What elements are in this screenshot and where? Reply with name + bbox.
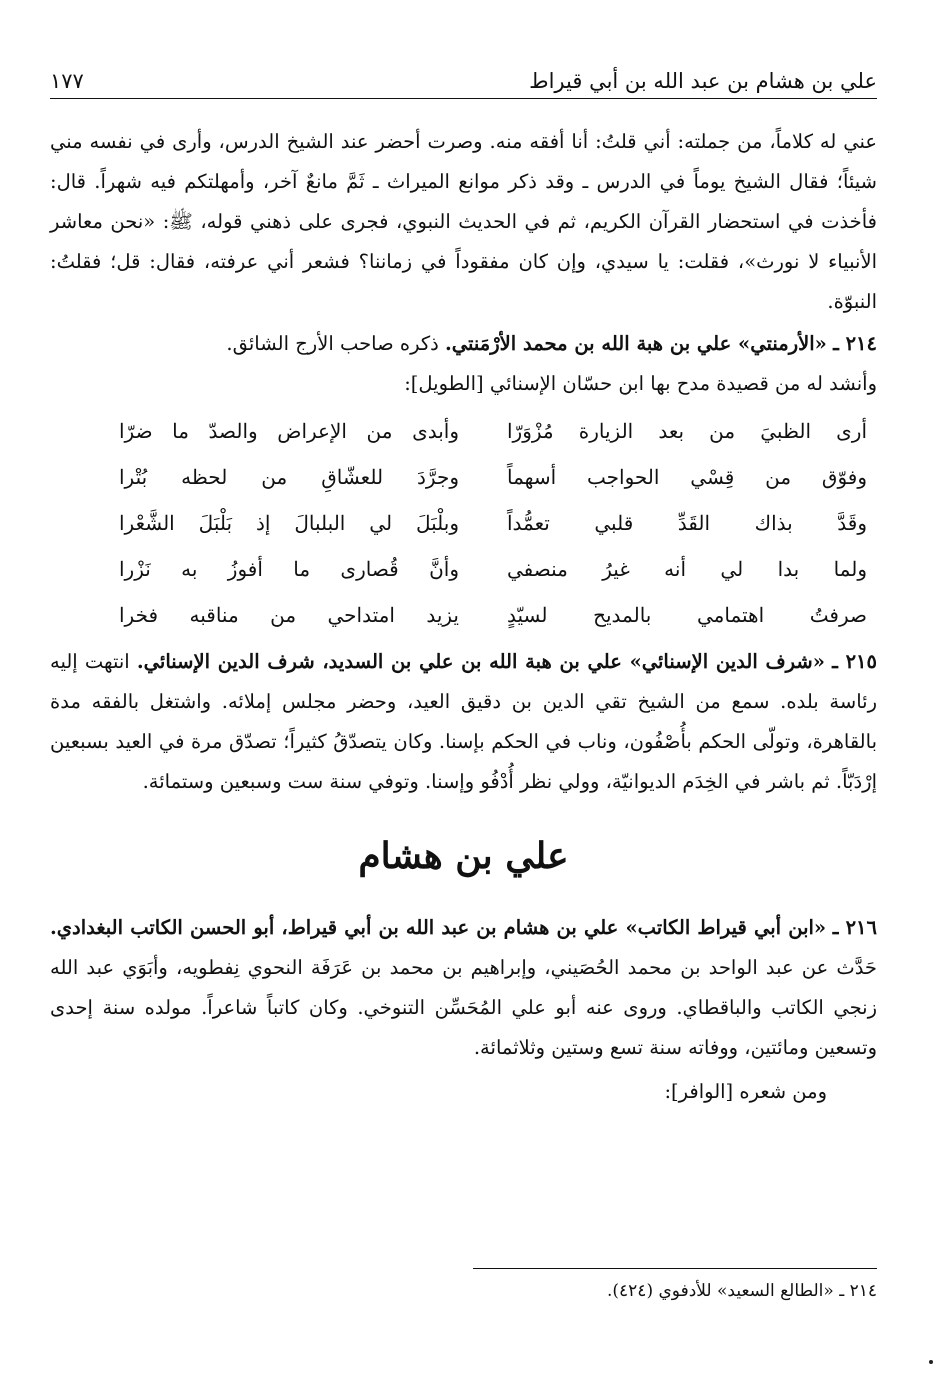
entry-number: ٢١٥ ـ	[832, 650, 877, 673]
entry-216	[50, 908, 877, 1068]
verse-first-hemistich: وقَدَّ بذاك القَدِّ قلبي تعمُّداً	[507, 511, 867, 535]
entry-number: ٢١٦ ـ	[832, 916, 877, 939]
poem-verse	[50, 500, 877, 546]
header-divider	[50, 98, 877, 99]
verse-first-hemistich: ولما بدا لي أنه غيرُ منصفي	[507, 557, 867, 581]
paragraph-line: عني له كلاماً، من جملته: أني قلتُ: أنا أفقه منه. وصرت أحضر عند الشيخ الدرس، وأرى	[172, 130, 878, 153]
entry-title: «ابن أبي قيراط الكاتب» علي بن هشام بن عبد الله بن أبي قيراط، أبو الحسن الكاتب البغدادي.	[50, 916, 827, 939]
entry-214-poem-intro: وأنشد له من قصيدة مدح بها ابن حسّان الإسنائي [الطويل]:	[404, 372, 877, 395]
verse-first-hemistich: صرفتُ اهتمامي بالمديح لسيّدٍ	[507, 603, 867, 627]
poem-intro: ومن شعره [الوافر]:	[664, 1080, 827, 1103]
entry-text: حَدَّث عن عبد الواحد بن محمد الحُصَيني، وإبراهيم بن محمد بن عَرَفَة النحوي نِفطويه، وأبَوَي عبد الله زنجي الكاتب والباقطاي. وروى عنه أبو علي المُحَسِّن التنوخي. وكان كاتباً شاعراً. مولده سنة إحدى وتسعين ومائتين، ووفاته سنة تسع وستين وثلاثمائة.	[50, 956, 877, 1059]
continuation-paragraph	[50, 122, 877, 322]
verse-first-hemistich: أرى الظبيَ من بعد الزيارة مُزْوَرّا	[507, 419, 867, 443]
verse-second-hemistich: يزيد امتداحي من مناقبه فخرا	[119, 603, 459, 627]
poem-verse	[50, 454, 877, 500]
verse-second-hemistich: وأنَّ قُصارى ما أفوزُ به نَزْرا	[119, 557, 459, 581]
poem-verse	[50, 408, 877, 454]
paragraph-line: مفقوداً في زماننا؟ فشعر أني عرفته، فقال: قل؛ فقلتُ: النبوّة.	[50, 250, 877, 313]
poem-verse	[50, 546, 877, 592]
poem-verse	[50, 592, 877, 638]
running-title: علي بن هشام بن عبد الله بن أبي قيراط	[529, 69, 877, 93]
entry-215	[50, 642, 877, 802]
verse-second-hemistich: وجرَّدَ للعشّاقِ من لحظه بُتْرا	[119, 465, 459, 489]
entry-title: «شرف الدين الإسنائي» علي بن هبة الله بن علي بن السديد، شرف الدين الإسنائي.	[136, 650, 825, 673]
section-title: علي بن هشام	[358, 835, 569, 877]
paragraph-line: في نفسه مني شيئاً؛ فقال الشيخ يوماً في الدرس ـ وقد ذكر موانع الميراث ـ ثَمَّ مانعٌ آخر،	[50, 130, 877, 193]
running-header	[50, 52, 877, 96]
verse-second-hemistich: وبلْبَلَ لي البلبالَ إذ بَلْبَلَ الشَّعْرا	[119, 511, 459, 535]
page-body	[50, 122, 877, 1112]
footnote-divider	[473, 1268, 877, 1269]
footnote	[607, 1276, 877, 1306]
paragraph-line: فجرى على ذهني قوله، ﷺ: «نحن معاشر الأنبياء لا نورث»، فقلت: يا سيدي، وإن كان	[50, 210, 877, 273]
entry-title: «الأرمنتي» علي بن هبة الله بن محمد الأرْمَنتي.	[445, 332, 827, 355]
paragraph-line: وأمهلتكم فيه شهراً. قال: فأخذت في استحضار القرآن الكريم، ثم في الحديث النبوي،	[50, 170, 877, 233]
footnote-text: «الطالع السعيد» للأدفوي (٤٢٤).	[607, 1281, 834, 1301]
verse-second-hemistich: وأبدى من الإعراض والصدّ ما ضرّا	[119, 419, 459, 443]
page-number: ١٧٧	[50, 69, 84, 93]
entry-text: ذكره صاحب الأرج الشائق.	[226, 332, 445, 355]
verse-first-hemistich: وفوّق من قِسْي الحواجب أسهماً	[507, 465, 867, 489]
entry-214	[50, 324, 877, 364]
entry-text: انتهت إليه رئاسة بلده. سمع من الشيخ تقي الدين بن دقيق العيد، وحضر مجلس إملائه. واشتغل بالفقه مدة بالقاهرة، وتولّى الحكم بأُصْفُون، وناب في الحكم بإسنا. وكان يتصدّقُ كثيراً؛ تصدّق مرة في العيد بسبعين إرْدَبّاً. ثم باشر في الخِدَم الديوانيّة، وولي نظر أُدْفُو وإسنا. وتوفي سنة ست وسبعين وستمائة.	[50, 650, 877, 793]
poem	[50, 408, 877, 638]
entry-number: ٢١٤ ـ	[833, 332, 877, 355]
footnote-number: ٢١٤ ـ	[839, 1281, 877, 1301]
page-mark	[929, 1360, 933, 1364]
